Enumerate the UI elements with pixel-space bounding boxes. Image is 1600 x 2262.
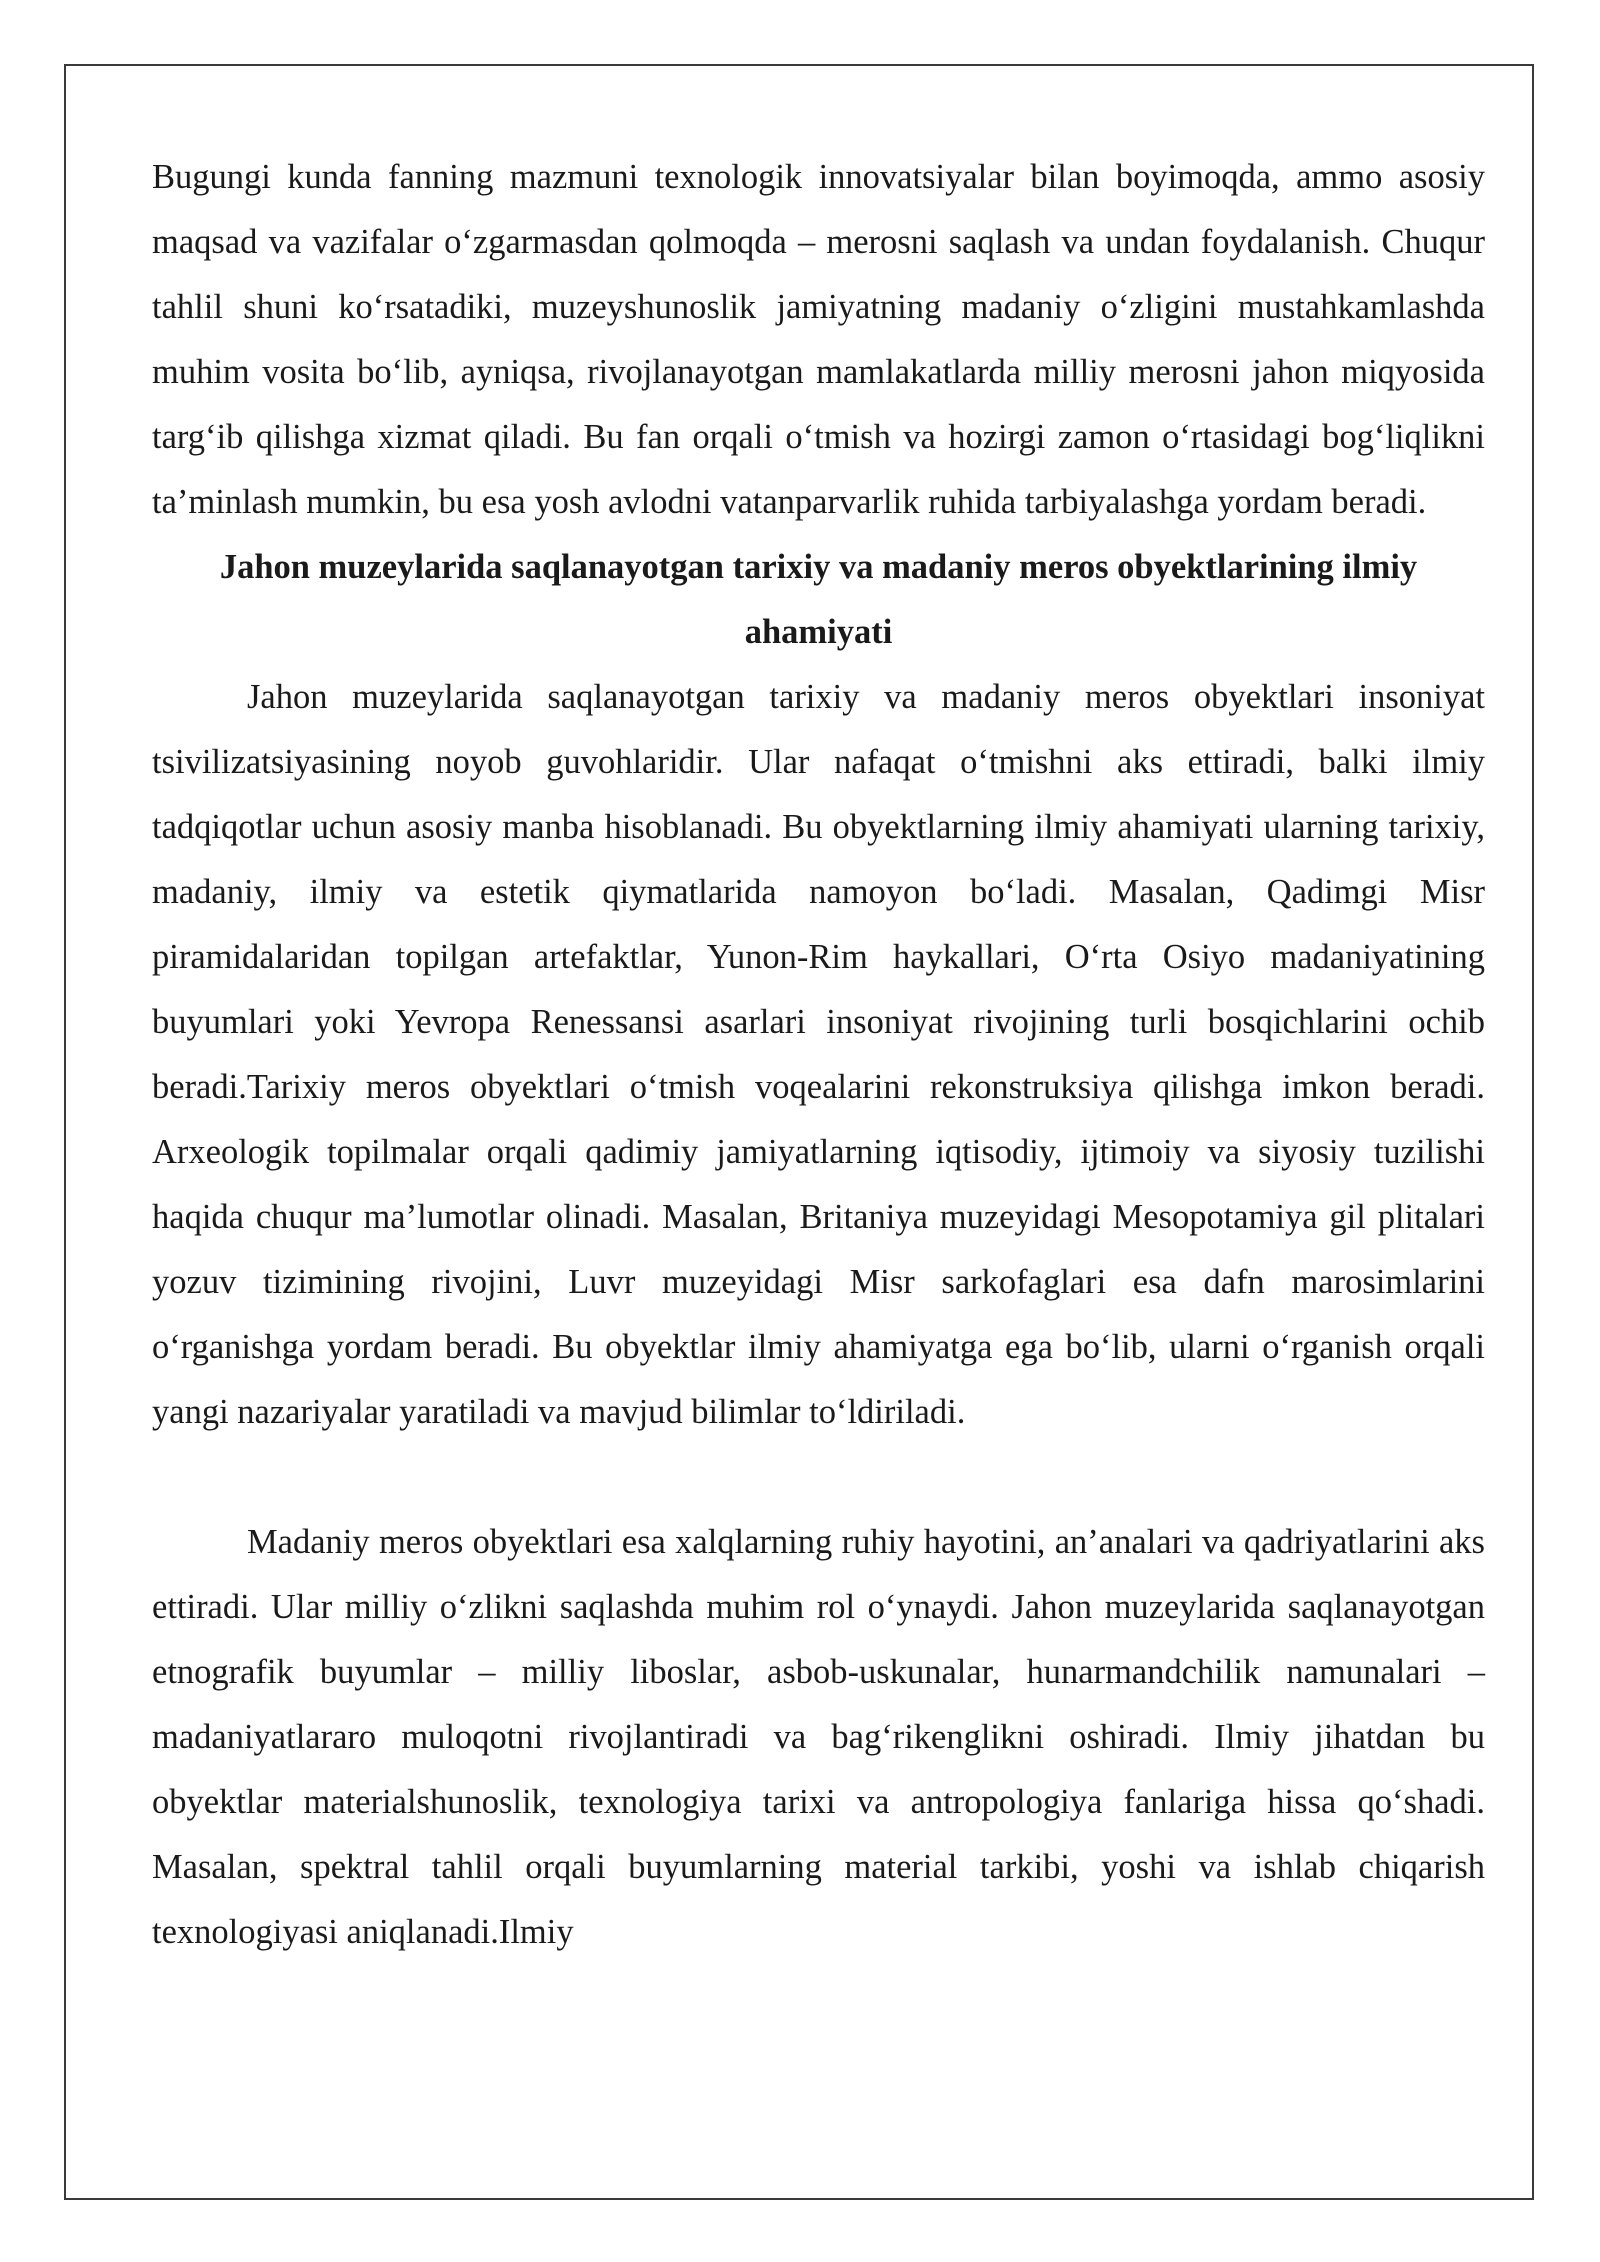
blank-line — [152, 1445, 1485, 1510]
paragraph-intro: Bugungi kunda fanning mazmuni texnologik innovatsiyalar bilan boyimoqda, ammo asosiy maqsad va vazifalar o‘zgarmasdan qolmoqda – merosni saqlash va undan foydalanish. Chuqur tahlil shuni ko‘rsatadiki, muzeyshunoslik jamiyatning madaniy o‘zligini mustahkamlashda muhim vosita bo‘lib, ayniqsa, rivojlanayotgan mamlakatlarda milliy merosni jahon miqyosida targ‘ib qilishga xizmat qiladi. Bu fan orqali o‘tmish va hozirgi zamon o‘rtasidagi bog‘liqlikni ta’minlash mumkin, bu esa yosh avlodni vatanparvarlik ruhida tarbiyalashga yordam beradi. — [152, 158, 1485, 521]
document-body — [152, 145, 1485, 1965]
section-heading: Jahon muzeylarida saqlanayotgan tarixiy va madaniy meros obyektlarining ilmiy ahamiyati — [219, 548, 1418, 651]
paragraph-cultural-heritage: Madaniy meros obyektlari esa xalqlarning ruhiy hayotini, an’analari va qadriyatlarini aks ettiradi. Ular milliy o‘zlikni saqlashda muhim rol o‘ynaydi. Jahon muzeylarida saqlanayotgan etnografik buyumlar – milliy liboslar, asbob-uskunalar, hunarmandchilik namunalari – madaniyatlararo muloqotni rivojlantiradi va bag‘rikenglikni oshiradi. Ilmiy jihatdan bu obyektlar materialshunoslik, texnologiya tarixi va antropologiya fanlariga hissa qo‘shadi. Masalan, spektral tahlil orqali buyumlarning material tarkibi, yoshi va ishlab chiqarish texnologiyasi aniqlanadi.Ilmiy — [152, 1523, 1485, 1951]
paragraph-scientific-significance: Jahon muzeylarida saqlanayotgan tarixiy va madaniy meros obyektlari insoniyat tsivilizatsiyasining noyob guvohlaridir. Ular nafaqat o‘tmishni aks ettiradi, balki ilmiy tadqiqotlar uchun asosiy manba hisoblanadi. Bu obyektlarning ilmiy ahamiyati ularning tarixiy, madaniy, ilmiy va estetik qiymatlarida namoyon bo‘ladi. Masalan, Qadimgi Misr piramidalaridan topilgan artefaktlar, Yunon-Rim haykallari, O‘rta Osiyo madaniyatining buyumlari yoki Yevropa Renessansi asarlari insoniyat rivojining turli bosqichlarini ochib beradi.Tarixiy meros obyektlari o‘tmish voqealarini rekonstruksiya qilishga imkon beradi. Arxeologik topilmalar orqali qadimiy jamiyatlarning iqtisodiy, ijtimoiy va siyosiy tuzilishi haqida chuqur ma’lumotlar olinadi. Masalan, Britaniya muzeyidagi Mesopotamiya gil plitalari yozuv tizimining rivojini, Luvr muzeyidagi Misr sarkofaglari esa dafn marosimlarini o‘rganishga yordam beradi. Bu obyektlar ilmiy ahamiyatga ega bo‘lib, ularni o‘rganish orqali yangi nazariyalar yaratiladi va mavjud bilimlar to‘ldiriladi. — [152, 678, 1485, 1431]
